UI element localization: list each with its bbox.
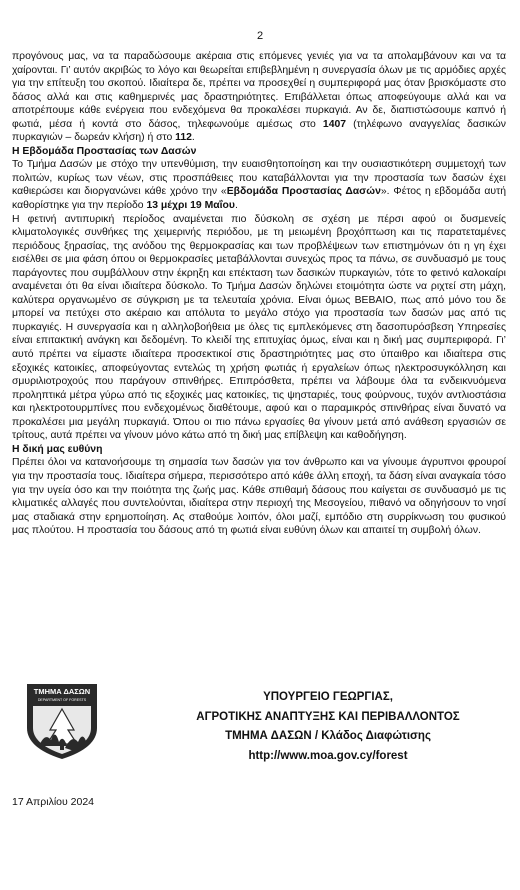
forest-department-logo [25, 682, 99, 760]
paragraph-2-end: . [234, 200, 238, 212]
paragraph-1-text-2: (τηλέφωνο αναγγελίας δασικών πυρκαγιών – δωρεάν κλήση) ή στο [12, 118, 506, 144]
section-heading-our-responsibility: Η δική μας ευθύνη [12, 443, 103, 455]
section-heading-forest-week: Η Εβδομάδα Προστασίας των Δασών [12, 145, 197, 157]
forest-week-name: Εβδομάδα Προστασίας Δασών [226, 186, 381, 198]
paragraph-3: Η φετινή αντιπυρική περίοδος αναμένεται πιο δύσκολη σε σχέση με πέρσι αφού οι δυσμενείς κλιματολογικές συνθήκες της χειμερινής περιόδου, με τη μειωμένη βροχόπτωση και τις παρατεταμένες περιόδους ξηρασίας, της ανόδου της θερμοκρασίας και των προβλέψεων των επιστημόνων ότι η γη έχει εισέλθει σε μια φάση όπου οι θερμοκρασίες μεταβάλλονται συνεχώς προς τα πάνω, σε συνδυασμό με τους παράγοντες που συμβάλλουν στην έκρηξη και επέκταση των δασικών πυρκαγιών, τότε το φετινό καλοκαίρι αναμένεται ότι θα είναι ιδιαίτερα δύσκολο. Το Τμήμα Δασών δηλώνει ετοιμότητα ώστε να ριχτεί στη μάχη, καλύτερα οργανωμένο σε σύγκριση με τα τελευταία χρόνια. Είναι όμως ΒΕΒΑΙΟ, πως από μόνο του δε μπορεί να πετύχει στο ακέραιο και απόλυτα το μεγάλο στόχο για προστασία των δασών μας από τις πυρκαγιές. Η συνεργασία και η αλληλοβοήθεια με όλες τις εμπλεκόμενες στη δασοπυρόσβεση Υπηρεσίες είναι επιτακτική ανάγκη και δεδομένη. Το κλειδί της επιτυχίας όμως, είναι και η δική μας συμπεριφορά. Γι’ αυτό πρέπει να είμαστε ιδιαίτερα προσεκτικοί στις δραστηριότητες μας στο ύπαιθρο και ιδιαίτερα στις εξοχικές κατοικίες, αποφεύγοντας εντελώς τη χρήση φωτιάς ή εργαλείων όπως ηλεκτροσυγκόλληση και σμυριλιοτροχούς που παράγουν σπινθήρες. Επιπρόσθετα, πρέπει να λάβουμε όλα τα ενδεικνυόμενα προληπτικά μέτρα γύρω από τις εξοχικές μας κατοικίες, τις ψησταριές, τους φούρνους, τυχόν αντλιοστάσια και ηλεκτροτουρμπίνες που ενδεχομένως διαθέτουμε, αφού και ο παραμικρός σπινθήρας είναι δυνατό να προκαλέσει μια μεγάλη πυρκαγιά. Όπου οι πιο πάνω εργασίες θα γίνουν μετά από ανάθεση εργασιών σε τρίτους, αυτά πρέπει να γίνουν μόνο κάτω από τη δική μας επίβλεψη και καθοδήγηση. [12, 213, 506, 442]
paragraph-4: Πρέπει όλοι να κατανοήσουμε τη σημασία των δασών για τον άνθρωπο και να γίνουμε άγρυπνοι φρουροί για την προστασία τους. Ιδιαίτερα σήμερα, περισσότερο από κάθε άλλη εποχή, τα δάση είναι αναγκαία τόσο για την υγεία όσο και την ποιότητα της ζωής μας. Κάθε σπιθαμή δάσους που καίγεται σε συνδυασμό με τις κλιματικές αλλαγές που συντελούνται, ιδιαίτερα στην περιοχή της Μεσογείου, πιθανό να οδηγήσουν το νησί μας σταδιακά στην ερημοποίηση. Ας σταθούμε λοιπόν, όλοι μαζί, εμπόδιο στη συρρίκνωση του φυσικού μας πλούτου. Η προστασία του δάσους από τη φωτιά είναι ευθύνη όλων και απαιτεί τη συμβολή όλων. [12, 457, 506, 537]
document-date: 17 Απριλίου 2024 [12, 796, 95, 808]
paragraph-2-text: Το Τμήμα Δασών με στόχο την υπενθύμιση, την ευαισθητοποίηση και την ουσιαστικότερη συμμετοχή των πολιτών, κυρίως των νέων, στις προσπάθειες που καταβάλλονται για την προστασία των δασών έχει καθιερώσει και διοργανώνει κάθε χρόνο την « [12, 159, 506, 198]
document-body [12, 50, 506, 538]
forest-week-dates: 13 μέχρι 19 Μαΐου [146, 200, 235, 212]
forest-department-shield-icon [25, 682, 99, 760]
paragraph-1-end: . [191, 132, 195, 144]
logo-title: ΤΜΗΜΑ ΔΑΣΩΝ [33, 687, 91, 696]
logo-subtitle: DEPARTMENT OF FORESTS [37, 698, 87, 702]
emergency-number: 112 [175, 132, 192, 144]
forest-fire-phone-number: 1407 [322, 118, 347, 130]
page-number: 2 [256, 30, 264, 42]
ministry-line-2: ΑΓΡΟΤΙΚΗΣ ΑΝΑΠΤΥΞΗΣ ΚΑΙ ΠΕΡΙΒΑΛΛΟΝΤΟΣ [196, 710, 460, 723]
paragraph-1 [12, 50, 506, 145]
paragraph-2 [12, 158, 506, 212]
ministry-line-1: ΥΠΟΥΡΓΕΙΟ ΓΕΩΡΓΙΑΣ, [263, 691, 393, 703]
paragraph-2-text-2: ». Φέτος η εβδομάδα αυτή καθορίστηκε για την περίοδο [12, 186, 506, 212]
paragraph-1-text: προγόνους μας, να τα παραδώσουμε ακέραια στις επόμενες γενιές για να τα απολαμβάνουν και να τα χαίρονται. Γι’ αυτόν ακριβώς το λόγο και θεωρείται επιβεβλημένη η συνεργασία όλων με τις αρμόδιες αρχές για την επίτευξη του σκοπού. Ιδιαίτερα δε, πρέπει να προσεχθεί η συμπεριφορά μας όταν βρισκόμαστε στο δάσος αλλά και στις καθημερινές μας δραστηριότητες. Επιβάλλεται όπως αποφεύγουμε αλλά και να αποτρέπουμε κάθε ενέργεια που ενδεχόμενα θα προκαλέσει πυρκαγιά. Αν δε, διαπιστώσουμε καπνό ή φωτιά, μέσα ή κοντά στο δάσος, τηλεφωνούμε αμέσως στο [12, 51, 506, 130]
ministry-line-3: ΤΜΗΜΑ ΔΑΣΩΝ / Κλάδος Διαφώτισης [225, 730, 431, 742]
ministry-signature [158, 688, 498, 766]
ministry-website-link[interactable]: http://www.moa.gov.cy/forest [248, 749, 408, 762]
